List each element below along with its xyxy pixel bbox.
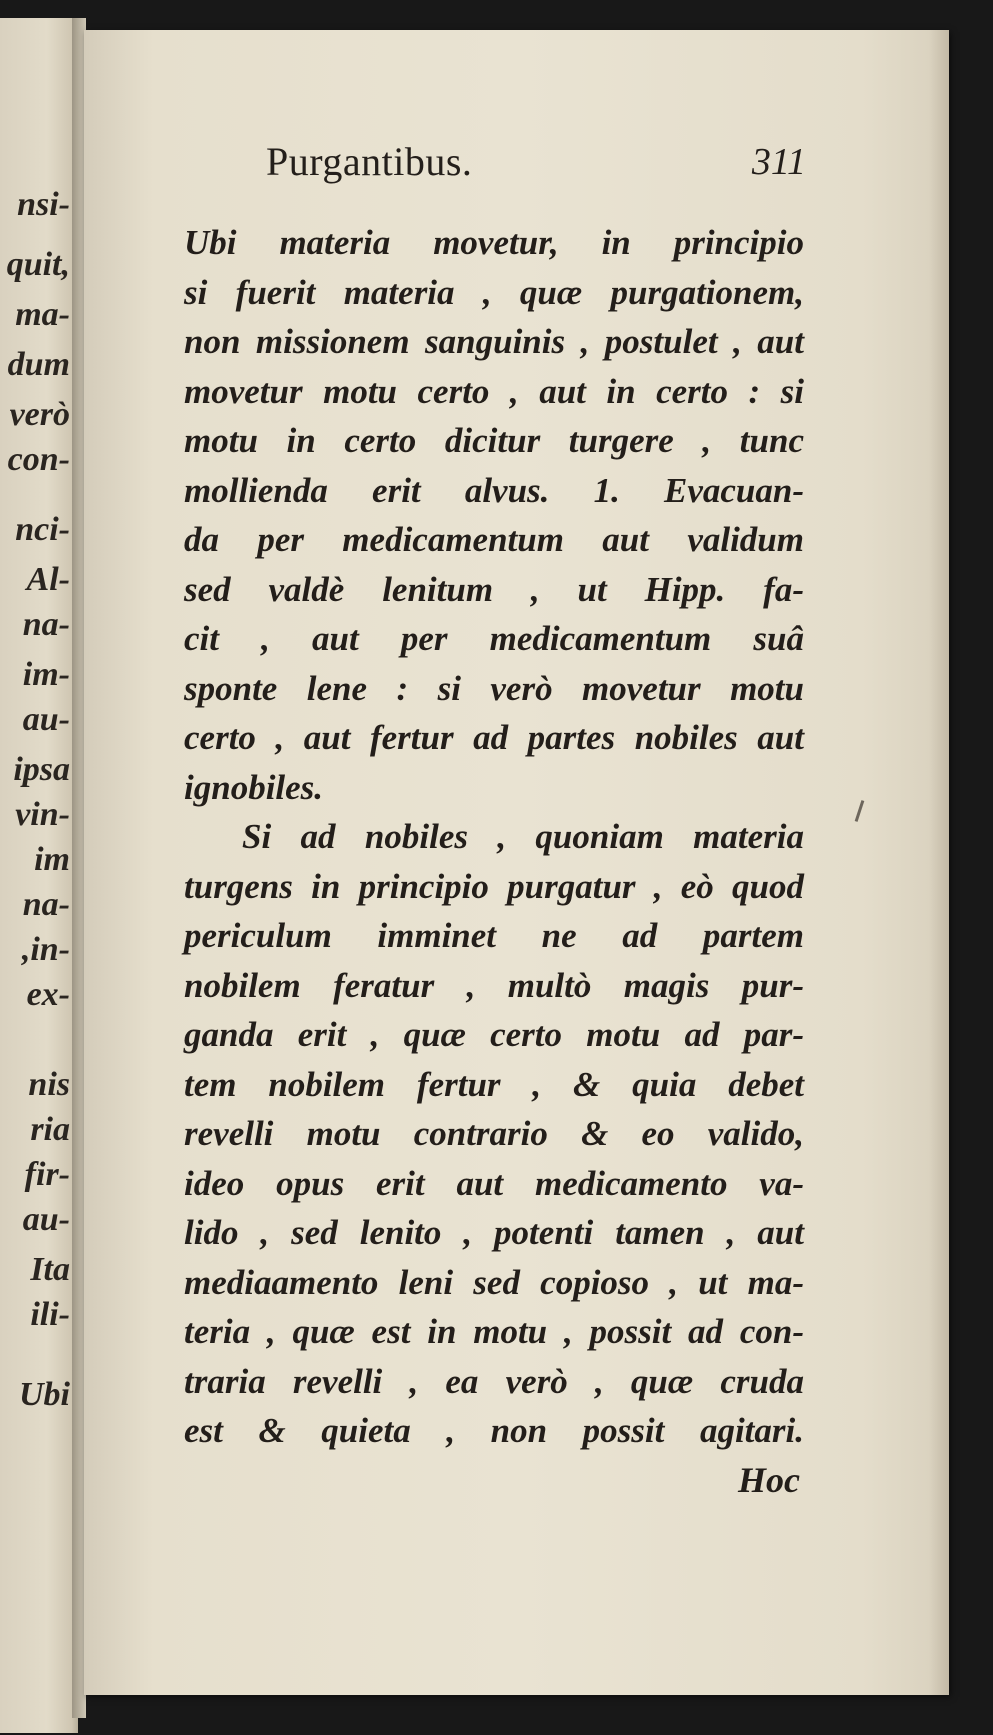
- facing-page-fragment: con-: [7, 441, 70, 478]
- page-edge-shading: [929, 30, 949, 1695]
- text-line: est & quieta , non possit agitari.: [184, 1411, 804, 1450]
- facing-page-fragment: au-: [22, 701, 70, 738]
- facing-page-fragment: quit,: [6, 246, 70, 283]
- facing-page-fragment: vin-: [15, 796, 70, 833]
- facing-page-fragment: im: [34, 841, 70, 878]
- facing-page-fragment: nci-: [15, 511, 70, 548]
- facing-page-fragment: au-: [22, 1201, 70, 1238]
- text-line: periculum imminet ne ad partem: [184, 916, 804, 955]
- facing-page-fragment: Al-: [26, 561, 70, 598]
- facing-page-fragment: ex-: [26, 976, 70, 1013]
- text-line: ignobiles.: [184, 767, 324, 807]
- facing-page: [0, 18, 78, 1733]
- text-line: ideo opus erit aut medicamento va-: [184, 1163, 804, 1203]
- text-line: Ubi materia movetur, in principio: [184, 223, 804, 262]
- text-line: teria , quæ est in motu , possit ad con-: [184, 1312, 804, 1351]
- facing-page-fragment: na-: [22, 886, 70, 923]
- text-line: tem nobilem fertur , & quia debet: [184, 1064, 804, 1104]
- facing-page-fragment: ma-: [15, 296, 70, 333]
- facing-page-fragment: Ubi: [19, 1376, 70, 1413]
- text-line: sed valdè lenitum , ut Hipp. fa-: [184, 569, 804, 609]
- facing-page-fragment: na-: [22, 606, 70, 643]
- running-head: Purgantibus.: [266, 139, 473, 184]
- text-line: lido , sed lenito , potenti tamen , aut: [184, 1213, 804, 1252]
- text-line: motu in certo dicitur turgere , tunc: [184, 421, 804, 460]
- text-line: certo , aut fertur ad partes nobiles aut: [184, 718, 804, 757]
- text-line: traria revelli , ea verò , quæ cruda: [184, 1361, 804, 1401]
- body-text: [184, 218, 804, 1505]
- facing-page-fragment: Ita: [30, 1251, 70, 1288]
- facing-page-fragment: ipsa: [13, 751, 70, 788]
- text-line: Si ad nobiles , quoniam materia: [242, 817, 804, 856]
- facing-page-fragment: ili-: [30, 1296, 70, 1333]
- text-line: da per medicamentum aut validum: [184, 520, 804, 559]
- text-line: cit , aut per medicamentum suâ: [184, 619, 804, 658]
- text-line: mediaamento leni sed copioso , ut ma-: [184, 1262, 804, 1302]
- ink-mark: [855, 800, 865, 822]
- book-page: [84, 30, 949, 1695]
- facing-page-fragment: nsi-: [17, 186, 70, 223]
- facing-page-fragment: im-: [22, 656, 70, 693]
- facing-page-fragment: nis: [28, 1066, 70, 1103]
- text-line: si fuerit materia , quæ purgationem,: [184, 272, 804, 312]
- page-header: [266, 138, 806, 198]
- facing-page-fragment: dum: [7, 346, 70, 383]
- text-line: sponte lene : si verò movetur motu: [184, 668, 804, 708]
- facing-page-fragment: fir-: [24, 1156, 70, 1193]
- text-line: nobilem feratur , multò magis pur-: [184, 965, 804, 1005]
- facing-page-fragment: ria: [30, 1111, 70, 1148]
- page-number: 311: [751, 141, 806, 183]
- text-line: movetur motu certo , aut in certo : si: [184, 371, 804, 411]
- facing-page-fragment: ,in-: [21, 931, 70, 968]
- text-line: turgens in principio purgatur , eò quod: [184, 866, 804, 906]
- catchword: Hoc: [738, 1459, 800, 1500]
- facing-page-fragment: verò: [9, 396, 70, 433]
- text-line: mollienda erit alvus. 1. Evacuan-: [184, 470, 804, 510]
- text-line: ganda erit , quæ certo motu ad par-: [184, 1015, 804, 1054]
- text-line: non missionem sanguinis , postulet , aut: [184, 322, 804, 361]
- text-line: revelli motu contrario & eo valido,: [184, 1114, 804, 1153]
